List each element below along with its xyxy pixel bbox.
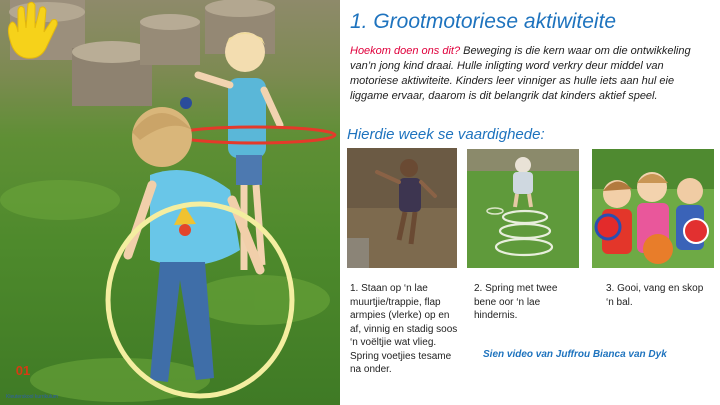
badge-number: 01 bbox=[15, 363, 31, 378]
intro-text: Beweging is die kern waar om die ontwikkeling van’n jong kind draai. Hulle inligting word verkry deur middel van motoriese aktiwiteite. Kinders leer vinniger as hulle iets aan hul eie liggame ervaar, daarom is dit belangrik dat kinders aktief speel. bbox=[350, 45, 691, 102]
jeans bbox=[150, 262, 214, 382]
skill-caption-2: 2. Spring met twee bene oor ‘n lae hindernis. bbox=[474, 283, 558, 321]
skills-heading: Hierdie week se vaardighede: bbox=[347, 126, 545, 143]
skill-photo-balls bbox=[592, 149, 714, 268]
hand-logo-icon bbox=[0, 0, 64, 64]
skill-caption-1: 1. Staan op ‘n lae muurtjie/trappie, flap armpies (vlerke) op en af, vinnig en stadig soos ‘n voëltjie wat vlieg. Spring voetjies tesame na onder. bbox=[350, 283, 458, 375]
skill-caption-3: 3. Gooi, vang en skop ‘n bal. bbox=[606, 283, 704, 308]
skill-photo-jump-wall bbox=[347, 148, 457, 268]
slide-title: 1. Grootmotoriese aktiwiteite bbox=[350, 10, 617, 33]
hula-hoop-photo bbox=[0, 0, 340, 405]
intro-paragraph bbox=[350, 44, 712, 104]
video-link[interactable]: Sien video van Juffrou Bianca van Dyk bbox=[483, 349, 667, 360]
intro-question: Hoekom doen ons dit? bbox=[350, 45, 461, 57]
skill-photo-hoops bbox=[467, 149, 579, 268]
blue-tshirt bbox=[150, 170, 240, 266]
badge-credit: Kleuterskool kurrikulum bbox=[6, 394, 58, 400]
